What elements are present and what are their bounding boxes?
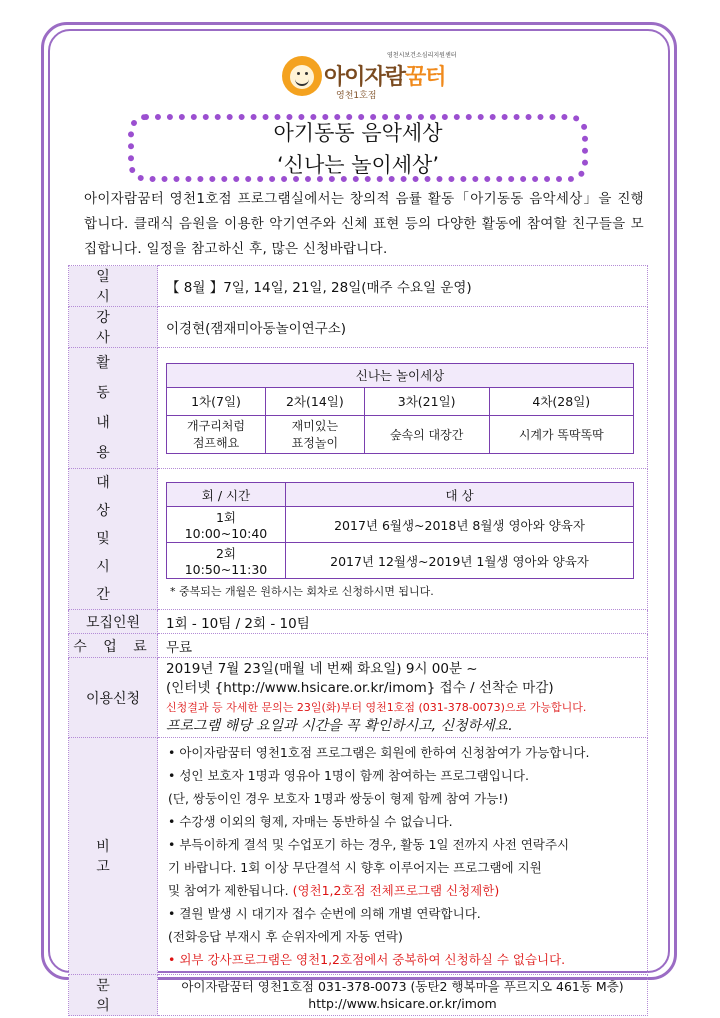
value-recruit: 1회 - 10팀 / 2회 - 10팀 bbox=[158, 610, 648, 634]
row-fee bbox=[69, 634, 648, 658]
target-r1-target: 2017년 6월생~2018년 8월생 영아와 양육자 bbox=[286, 507, 634, 543]
value-instructor: 이경현(잼재미아동놀이연구소) bbox=[158, 307, 648, 348]
label-recruit: 모집인원 bbox=[69, 610, 158, 634]
target-col2: 대 상 bbox=[286, 483, 634, 507]
label-contact: 문 의 bbox=[69, 975, 158, 1016]
target-note: * 중복되는 개월은 원하시는 회차로 신청하시면 됩니다. bbox=[170, 585, 434, 598]
remark-4b: 기 바랍니다. 1회 이상 무단결석 시 향후 이루어지는 프로그램에 지원 bbox=[168, 860, 542, 875]
label-date: 일 시 bbox=[69, 266, 158, 307]
session-3: 3차(21일) bbox=[364, 387, 489, 415]
label-target: 대 상 및 시 간 bbox=[69, 469, 158, 610]
activity-table bbox=[166, 363, 634, 454]
value-date: 【 8월 】7일, 14일, 21일, 28일(매주 수요일 운영) bbox=[158, 266, 648, 307]
activity-header: 신나는 놀이세상 bbox=[167, 363, 634, 387]
target-r1-time: 1회 10:00~10:40 bbox=[167, 507, 286, 543]
remark-4: • 부득이하게 결석 및 수업포기 하는 경우, 활동 1일 전까지 사전 연락주시 bbox=[168, 837, 570, 852]
contact-line1: 아이자람꿈터 영천1호점 031-378-0073 (동탄2 행복마을 푸르지오 461동 M층) bbox=[181, 979, 624, 994]
smiley-logo-icon bbox=[282, 56, 322, 96]
remark-1: • 아이자람꿈터 영천1호점 프로그램은 회원에 한하여 신청참여가 가능합니다. bbox=[168, 745, 590, 760]
contact-url[interactable]: http://www.hsicare.or.kr/imom bbox=[308, 996, 497, 1011]
row-recruit bbox=[69, 610, 648, 634]
content-2: 재미있는 표정놀이 bbox=[266, 415, 365, 453]
label-fee: 수 업 료 bbox=[69, 634, 158, 658]
info-table bbox=[68, 265, 648, 1016]
remark-5b: (전화응답 부재시 후 순위자에게 자동 연락) bbox=[168, 929, 403, 944]
value-remarks bbox=[158, 738, 648, 975]
target-table bbox=[166, 482, 634, 579]
remark-2: • 성인 보호자 1명과 영유아 1명이 함께 참여하는 프로그램입니다. bbox=[168, 768, 529, 783]
label-activity: 활 동 내 용 bbox=[69, 348, 158, 469]
row-instructor bbox=[69, 307, 648, 348]
row-activity bbox=[69, 348, 648, 469]
apply-line4: 프로그램 해당 요일과 시간을 꼭 확인하시고, 신청하세요. bbox=[166, 717, 513, 734]
value-target bbox=[158, 469, 648, 610]
apply-line2: (인터넷 {http://www.hsicare.or.kr/imom} 접수 / 선착순 마감) bbox=[166, 679, 554, 696]
label-instructor: 강 사 bbox=[69, 307, 158, 348]
session-1: 1차(7일) bbox=[167, 387, 266, 415]
remark-5: • 결원 발생 시 대기자 접수 순번에 의해 개별 연락합니다. bbox=[168, 906, 481, 921]
row-remarks bbox=[69, 738, 648, 975]
label-remarks: 비 고 bbox=[69, 738, 158, 975]
value-fee: 무료 bbox=[158, 634, 648, 658]
content-1: 개구리처럼 점프해요 bbox=[167, 415, 266, 453]
target-r2-target: 2017년 12월생~2019년 1월생 영아와 양육자 bbox=[286, 543, 634, 579]
target-r2-time: 2회 10:50~11:30 bbox=[167, 543, 286, 579]
logo-name: 아이자람꿈터 bbox=[324, 65, 446, 90]
apply-line1: 2019년 7월 23일(매월 네 번째 화요일) 9시 00분 ~ bbox=[166, 660, 478, 677]
remark-6: • 외부 강사프로그램은 영천1,2호점에서 중복하여 신청하실 수 없습니다. bbox=[168, 952, 566, 967]
row-date bbox=[69, 266, 648, 307]
content-3: 숲속의 대장간 bbox=[364, 415, 489, 453]
value-activity bbox=[158, 348, 648, 469]
remark-2b: (단, 쌍둥이인 경우 보호자 1명과 쌍둥이 형제 함께 참여 가능!) bbox=[168, 791, 509, 806]
remark-3: • 수강생 이외의 형제, 자매는 동반하실 수 없습니다. bbox=[168, 814, 453, 829]
content-4: 시계가 똑딱똑딱 bbox=[489, 415, 633, 453]
apply-line3: 신청결과 등 자세한 문의는 23일(화)부터 영천1호점 (031-378-0073)으로 가능합니다. bbox=[166, 700, 587, 714]
title-line2: ‘신나는 놀이세상’ bbox=[276, 153, 440, 177]
remark-4c: 및 참여가 제한됩니다. (영천1,2호점 전체프로그램 신청제한) bbox=[168, 883, 500, 898]
session-4: 4차(28일) bbox=[489, 387, 633, 415]
logo-tagline: 영천시보건소심리지원센터 bbox=[387, 52, 457, 59]
title-line1: 아기동동 음악세상 bbox=[273, 121, 443, 145]
value-apply bbox=[158, 658, 648, 738]
label-apply: 이용신청 bbox=[69, 658, 158, 738]
intro-text: 아이자람꿈터 영천1호점 프로그램실에서는 창의적 음률 활동「아기동동 음악세상」을 진행합니다. 클래식 음원을 이용한 악기연주와 신체 표현 등의 다양한 활동에 참여할 친구들을 모집합니다. 일정을 참고하신 후, 많은 신청바랍니다. bbox=[84, 191, 644, 257]
row-contact bbox=[69, 975, 648, 1016]
remarks-list bbox=[158, 738, 647, 974]
row-apply bbox=[69, 658, 648, 738]
row-target bbox=[69, 469, 648, 610]
value-contact bbox=[158, 975, 648, 1016]
session-2: 2차(14일) bbox=[266, 387, 365, 415]
logo-branch: 영천1호점 bbox=[336, 91, 377, 101]
logo bbox=[282, 50, 472, 102]
target-col1: 회 / 시간 bbox=[167, 483, 286, 507]
